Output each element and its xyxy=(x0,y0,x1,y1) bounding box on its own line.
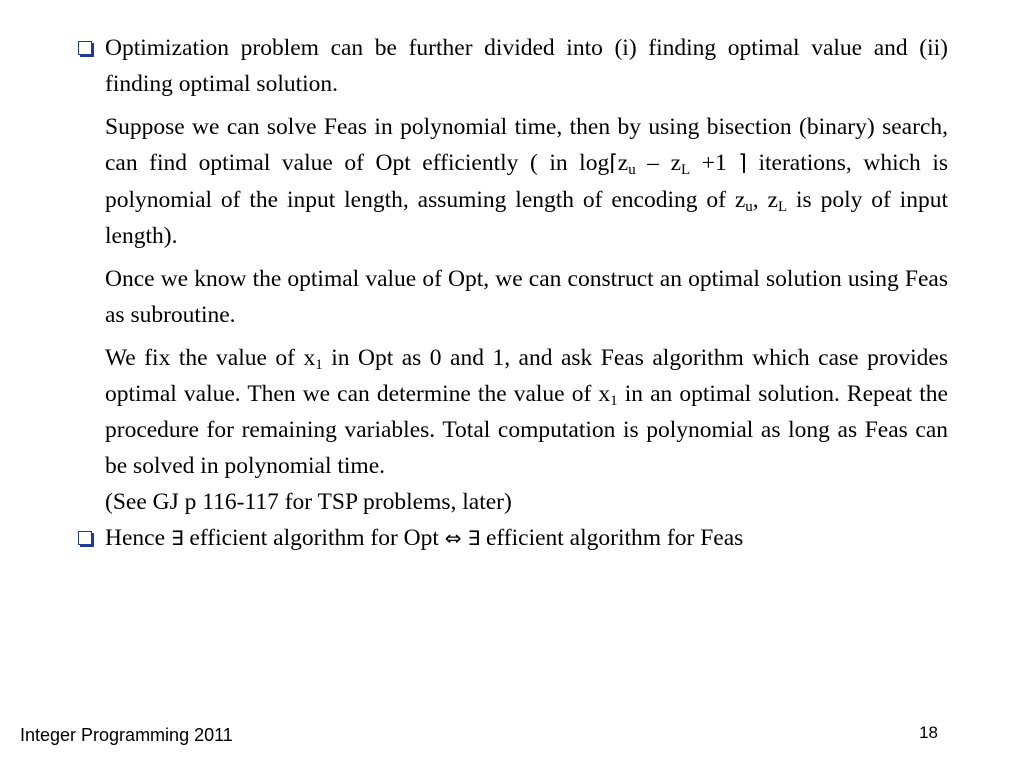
ceiling-right-icon: ⌉ xyxy=(738,151,747,176)
slide-body xyxy=(76,30,948,556)
checkbox-bullet-icon xyxy=(78,531,92,545)
exists-symbol: ∃ xyxy=(170,526,184,550)
bullet-item-hence: Hence ∃ efficient algorithm for Opt ⇔ ∃ efficient algorithm for Feas xyxy=(76,520,948,556)
paragraph-fix-variables: We fix the value of $x_1$ in Opt as 0 and 1, and ask Feas algorithm which case provides optimal value. Then we can determine the value of $x_1$ in an optimal solution. Repeat the procedure for remaining variables. Total computation is polynomial as long as Feas can be solved in polynomial time. xyxy=(105,345,948,479)
bullet-item-optimization xyxy=(76,30,948,102)
ceiling-left-icon: ⌈ xyxy=(609,151,618,176)
bullet-text: Optimization problem can be further divided into (i) finding optimal value and (ii) finding optimal solution. xyxy=(105,35,948,97)
exists-symbol: ∃ xyxy=(467,526,481,550)
paragraph-construct-solution: Once we know the optimal value of Opt, we can construct an optimal solution using Feas as subroutine. xyxy=(105,266,948,328)
page-number: 18 xyxy=(919,723,938,742)
checkbox-bullet-icon xyxy=(78,41,92,55)
footer-title: Integer Programming 2011 xyxy=(20,725,233,745)
paragraph-reference: (See GJ p 116-117 for TSP problems, later) xyxy=(105,489,512,515)
paragraph-bisection: Suppose we can solve Feas in polynomial time, then by using bisection (binary) search, can find optimal value of Opt efficiently ( in $\log⌈z_u - z_L +1$ ⌉ iterations, which is polynomial of the input length, assuming length of encoding of $z_u$, $z_L$ is poly of input length). xyxy=(105,114,948,249)
iff-arrow-icon: ⇔ xyxy=(444,526,462,550)
